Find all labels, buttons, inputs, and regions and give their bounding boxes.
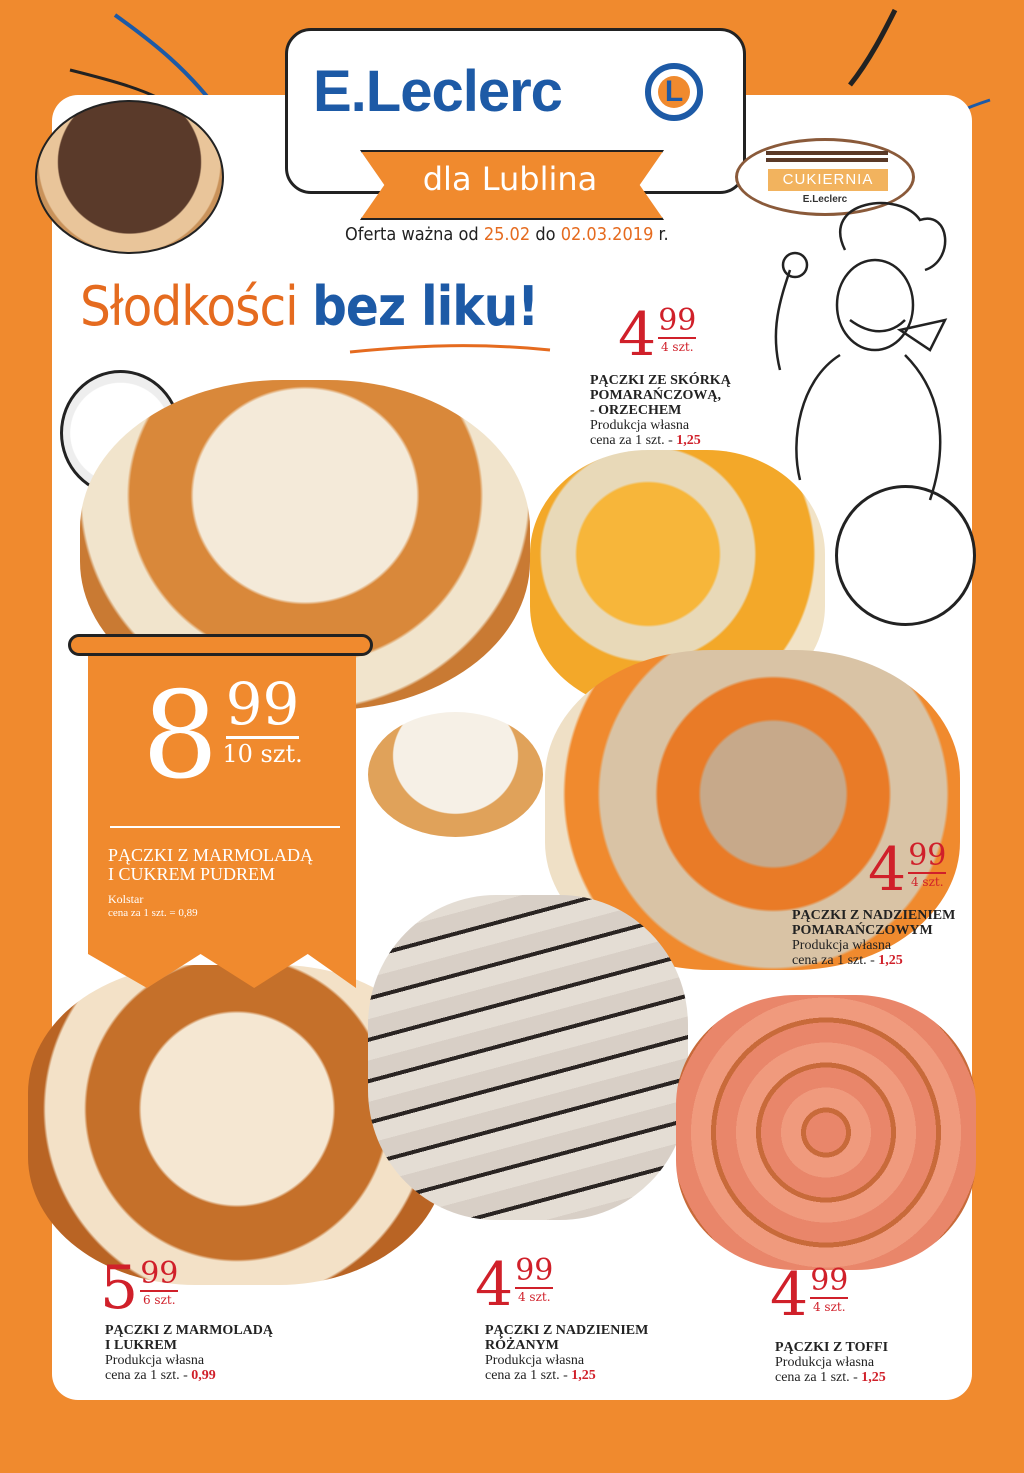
desc-orange-peel: PĄCZKI ZE SKÓRKĄ POMARAŃCZOWĄ, - ORZECHEM Produkcja własna cena za 1 szt. - 1,25 — [590, 373, 731, 448]
offer-validity: Oferta ważna od 25.02 do 02.03.2019 r. — [345, 224, 669, 245]
subtitle-text: dla Lublina — [422, 160, 598, 198]
desc-marmalade-glazed: PĄCZKI Z MARMOLADĄ I LUKREM Produkcja własna cena za 1 szt. - 0,99 — [105, 1323, 273, 1383]
price-toffi: 4 99 4 szt. — [770, 1260, 849, 1330]
brand-logo-icon: L — [645, 63, 703, 121]
date-to: 02.03.2019 — [560, 224, 654, 245]
featured-banner-rod — [68, 634, 373, 656]
featured-divider — [110, 826, 340, 828]
cukiernia-sub: E.Leclerc — [802, 194, 848, 205]
price-orange-filled: 4 99 4 szt. — [868, 835, 947, 905]
featured-price — [142, 667, 303, 806]
price-rose: 4 99 4 szt. — [475, 1250, 554, 1320]
featured-unit-price: cena za 1 szt. = 0,89 — [108, 907, 198, 919]
rose-donut-pile — [368, 895, 688, 1220]
price-orange-peel: 4 99 4 szt. — [618, 300, 697, 370]
cukiernia-label: CUKIERNIA — [768, 169, 888, 191]
featured-qty: 10 szt. — [222, 740, 303, 768]
toffi-donut-pile — [676, 995, 976, 1270]
brand-logo-text: E.Leclerc — [313, 59, 562, 124]
desc-rose: PĄCZKI Z NADZIENIEM RÓŻANYM Produkcja własna cena za 1 szt. - 1,25 — [485, 1323, 649, 1383]
featured-description: PĄCZKI Z MARMOLADĄ I CUKREM PUDREM Kolstar cena za 1 szt. = 0,89 — [108, 846, 348, 919]
date-from: 25.02 — [483, 224, 531, 245]
featured-price-dec: 99 — [225, 670, 300, 738]
single-powdered-donut — [368, 712, 543, 837]
featured-price-int: 8 — [142, 667, 219, 806]
desc-toffi: PĄCZKI Z TOFFI Produkcja własna cena za 1 szt. - 1,25 — [775, 1340, 889, 1385]
price-marmalade-glazed: 5 99 6 szt. — [100, 1253, 179, 1323]
featured-brand: Kolstar — [108, 892, 144, 906]
headline: Słodkości bez liku! — [80, 275, 539, 338]
desc-orange-filled: PĄCZKI Z NADZIENIEM POMARAŃCZOWYM Produkcja własna cena za 1 szt. - 1,25 — [792, 908, 956, 968]
